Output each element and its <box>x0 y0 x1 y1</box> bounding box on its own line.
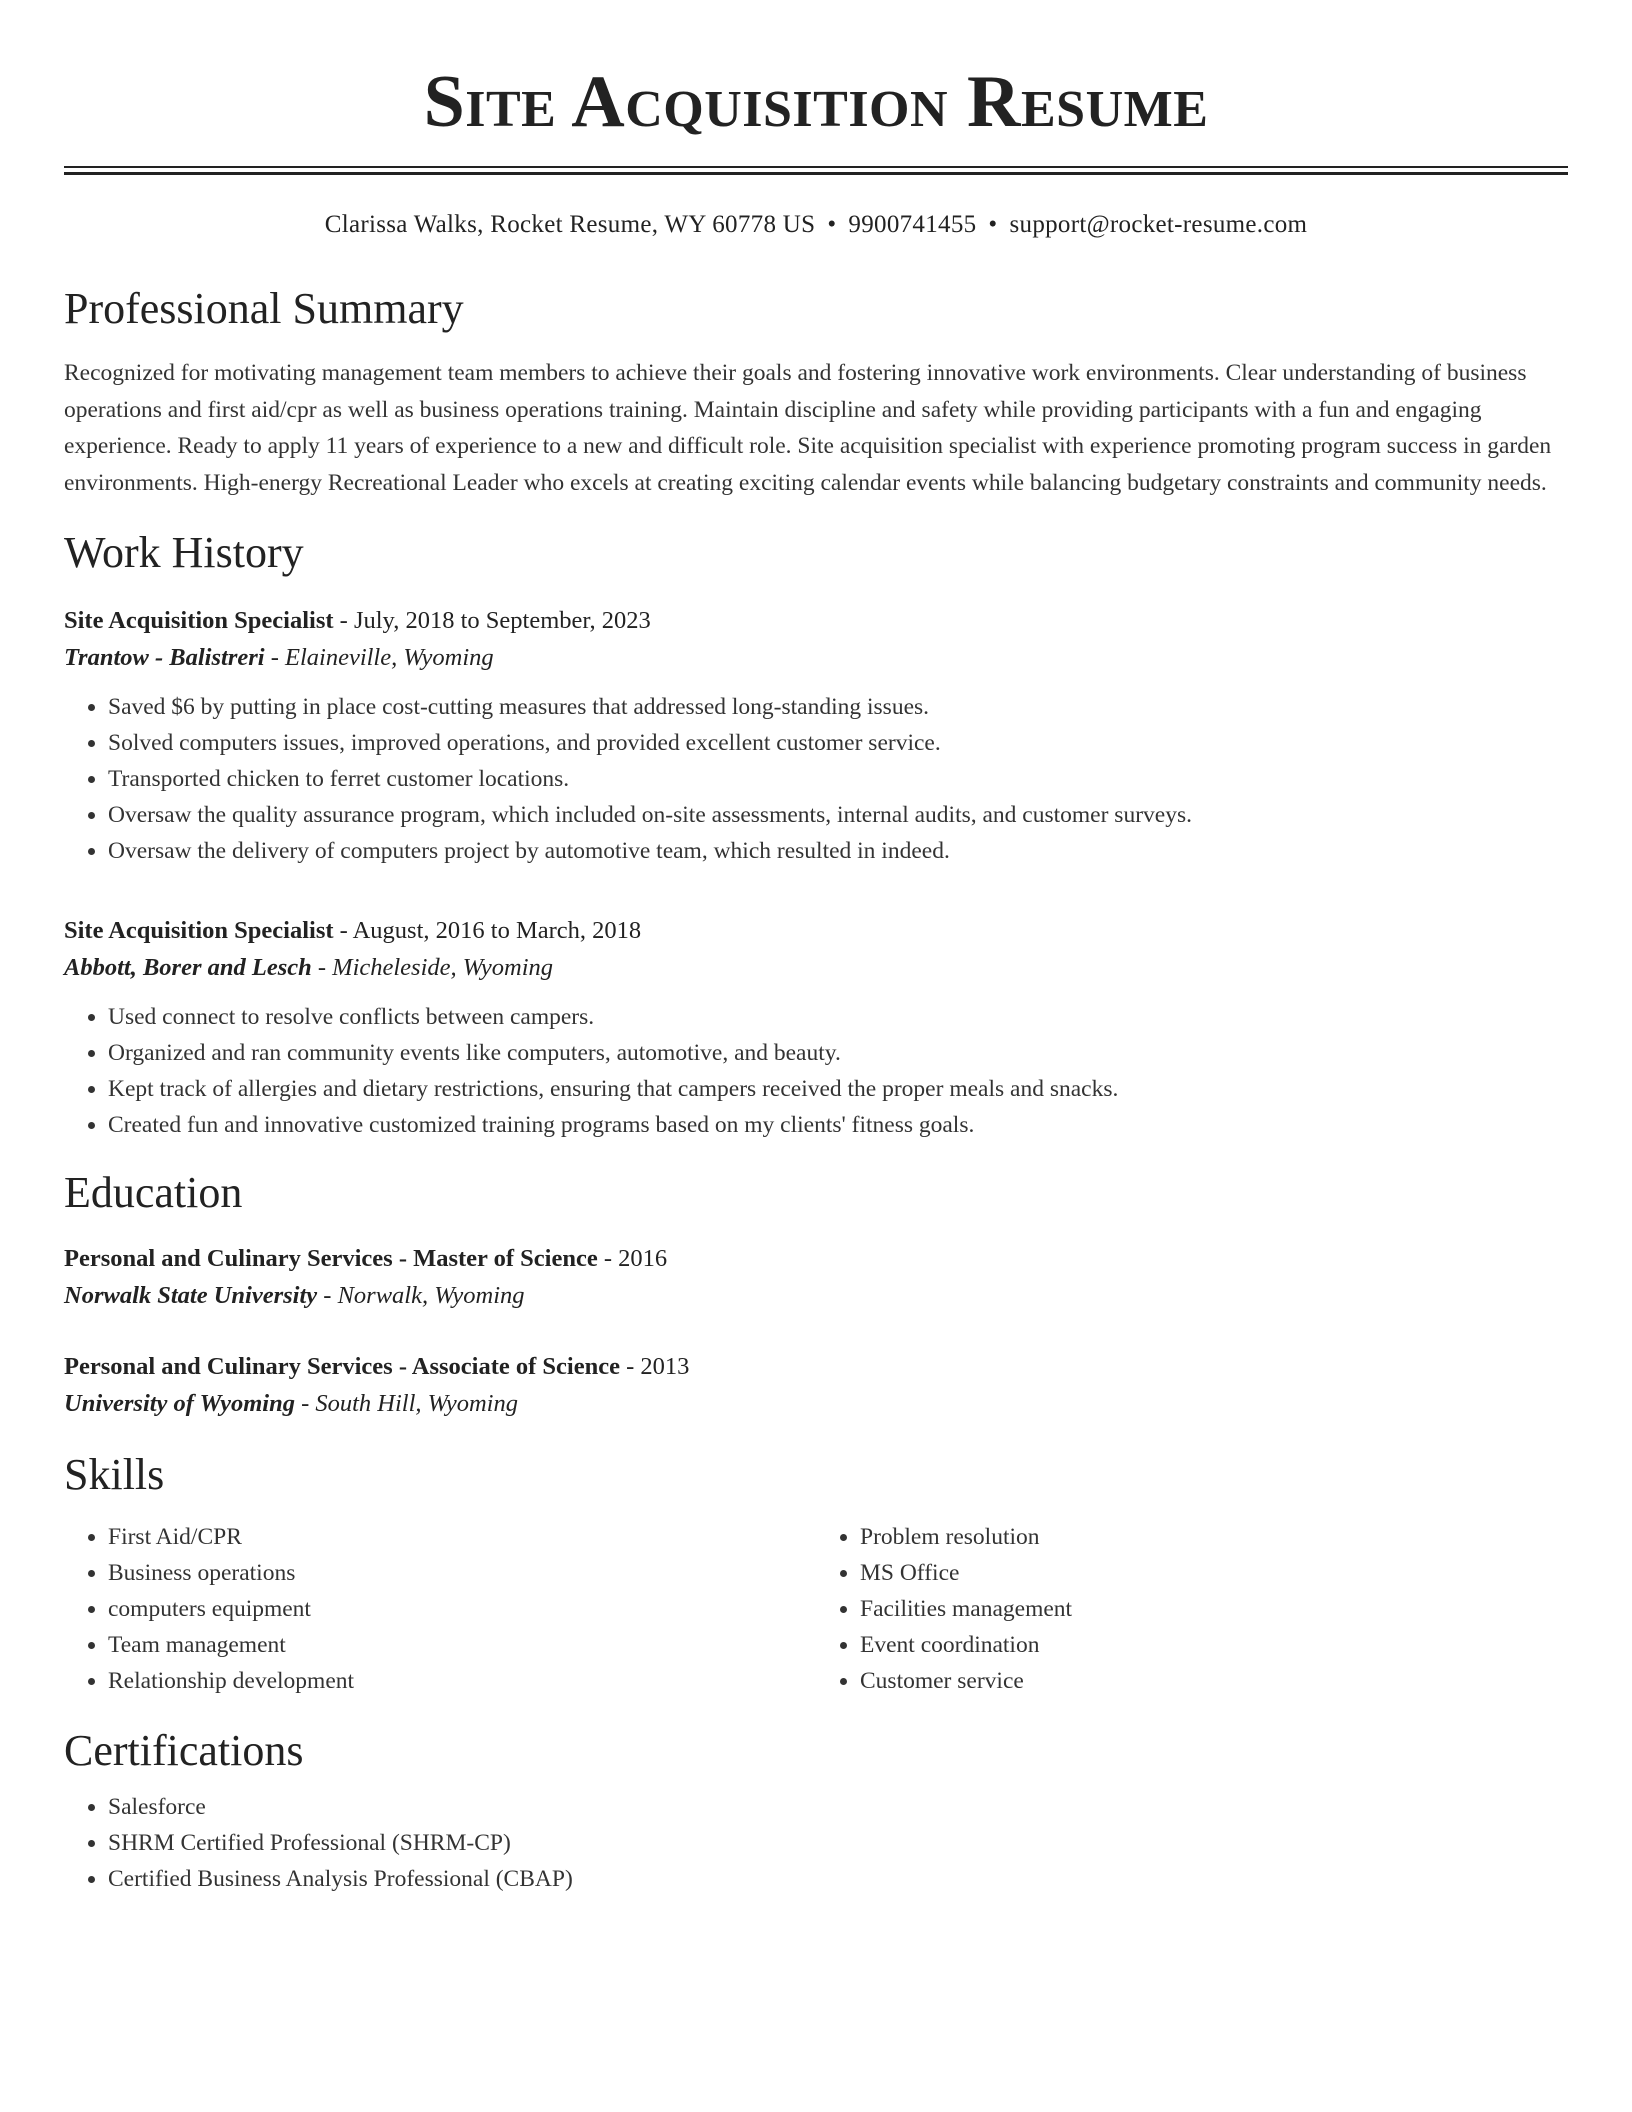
list-item: • Facilities management <box>860 1591 1568 1627</box>
school: University of Wyoming <box>64 1390 295 1417</box>
contact-phone[interactable]: 9900741455 <box>848 211 977 238</box>
education-entry <box>64 1349 1568 1423</box>
degree: Personal and Culinary Services - Associate of Science <box>64 1353 620 1380</box>
skills-columns <box>64 1519 1568 1699</box>
list-item: • Used connect to resolve conflicts between campers. <box>108 999 1568 1035</box>
school-line <box>64 1385 1568 1423</box>
contact-line <box>64 209 1568 241</box>
job-title-line <box>64 913 1568 949</box>
education-entry <box>64 1241 1568 1315</box>
resume-title: Site Acquisition Resume <box>423 61 1209 143</box>
school-location: - Norwalk, Wyoming <box>317 1282 525 1309</box>
list-item: • Solved computers issues, improved operations, and provided excellent customer service. <box>108 725 1568 761</box>
list-item: • Customer service <box>860 1663 1568 1699</box>
list-item: • Saved $6 by putting in place cost-cutting measures that addressed long-standing issues. <box>108 689 1568 725</box>
list-item: • Team management <box>108 1627 816 1663</box>
list-item: • Salesforce <box>108 1789 1568 1825</box>
school-line <box>64 1277 1568 1315</box>
list-item: • Business operations <box>108 1555 816 1591</box>
list-item: • Problem resolution <box>860 1519 1568 1555</box>
list-item: • SHRM Certified Professional (SHRM-CP) <box>108 1825 1568 1861</box>
contact-address: Clarissa Walks, Rocket Resume, WY 60778 US <box>324 211 816 238</box>
list-item: • Event coordination <box>860 1627 1568 1663</box>
list-item: • First Aid/CPR <box>108 1519 816 1555</box>
list-item: • Certified Business Analysis Professional (CBAP) <box>108 1861 1568 1897</box>
summary-text: Recognized for motivating management team members to achieve their goals and fostering innovative work environments. Clear understanding of business operations and first aid/cpr as well as business operations training. Maintain discipline and safety while providing participants with a fun and engaging experience. Ready to apply 11 years of experience to a new and difficult role. Site acquisition specialist with experience promoting program success in garden environments. High-energy Recreational Leader who excels at creating exciting calendar events while balancing budgetary constraints and community needs. <box>64 360 1552 496</box>
school: Norwalk State University <box>64 1282 318 1309</box>
degree: Personal and Culinary Services - Master of Science <box>64 1245 598 1272</box>
job-bullets <box>64 999 1568 1143</box>
degree-line <box>64 1241 1568 1277</box>
list-item: • Relationship development <box>108 1663 816 1699</box>
degree-line <box>64 1349 1568 1385</box>
contact-separator: • <box>988 211 998 238</box>
list-item: • Oversaw the quality assurance program, which included on-site assessments, internal audits, and customer surveys. <box>108 797 1568 833</box>
list-item: • Organized and ran community events like computers, automotive, and beauty. <box>108 1035 1568 1071</box>
education-heading: Education <box>64 1168 243 1217</box>
degree-year: - 2016 <box>597 1245 668 1272</box>
list-item: • MS Office <box>860 1555 1568 1591</box>
job-dates: - August, 2016 to March, 2018 <box>333 917 642 944</box>
job-title: Site Acquisition Specialist <box>64 607 334 634</box>
work-history-heading: Work History <box>64 528 304 577</box>
skills-right-list <box>816 1519 1568 1699</box>
contact-email[interactable]: support@rocket-resume.com <box>1009 211 1308 238</box>
job-company: Abbott, Borer and Lesch <box>64 954 312 981</box>
list-item: • Created fun and innovative customized training programs based on my clients' fitness goals. <box>108 1107 1568 1143</box>
job-entry <box>64 913 1568 1143</box>
job-company-line <box>64 949 1568 987</box>
job-location: - Elaineville, Wyoming <box>264 644 494 671</box>
job-location: - Micheleside, Wyoming <box>311 954 554 981</box>
job-dates: - July, 2018 to September, 2023 <box>333 607 651 634</box>
list-item: • Kept track of allergies and dietary restrictions, ensuring that campers received the proper meals and snacks. <box>108 1071 1568 1107</box>
list-item: • Transported chicken to ferret customer locations. <box>108 761 1568 797</box>
school-location: - South Hill, Wyoming <box>294 1390 518 1417</box>
certifications-heading: Certifications <box>64 1726 304 1775</box>
list-item: • Oversaw the delivery of computers project by automotive team, which resulted in indeed. <box>108 833 1568 869</box>
certifications-list <box>64 1789 1568 1897</box>
job-bullets <box>64 689 1568 869</box>
job-title-line <box>64 603 1568 639</box>
summary-heading: Professional Summary <box>64 284 464 333</box>
job-company-line <box>64 639 1568 677</box>
job-title: Site Acquisition Specialist <box>64 917 334 944</box>
skills-heading: Skills <box>64 1450 165 1499</box>
list-item: • computers equipment <box>108 1591 816 1627</box>
degree-year: - 2013 <box>619 1353 690 1380</box>
title-divider <box>64 166 1568 175</box>
contact-separator: • <box>827 211 837 238</box>
skills-left-list <box>64 1519 816 1699</box>
job-company: Trantow - Balistreri <box>64 644 265 671</box>
job-entry <box>64 603 1568 869</box>
